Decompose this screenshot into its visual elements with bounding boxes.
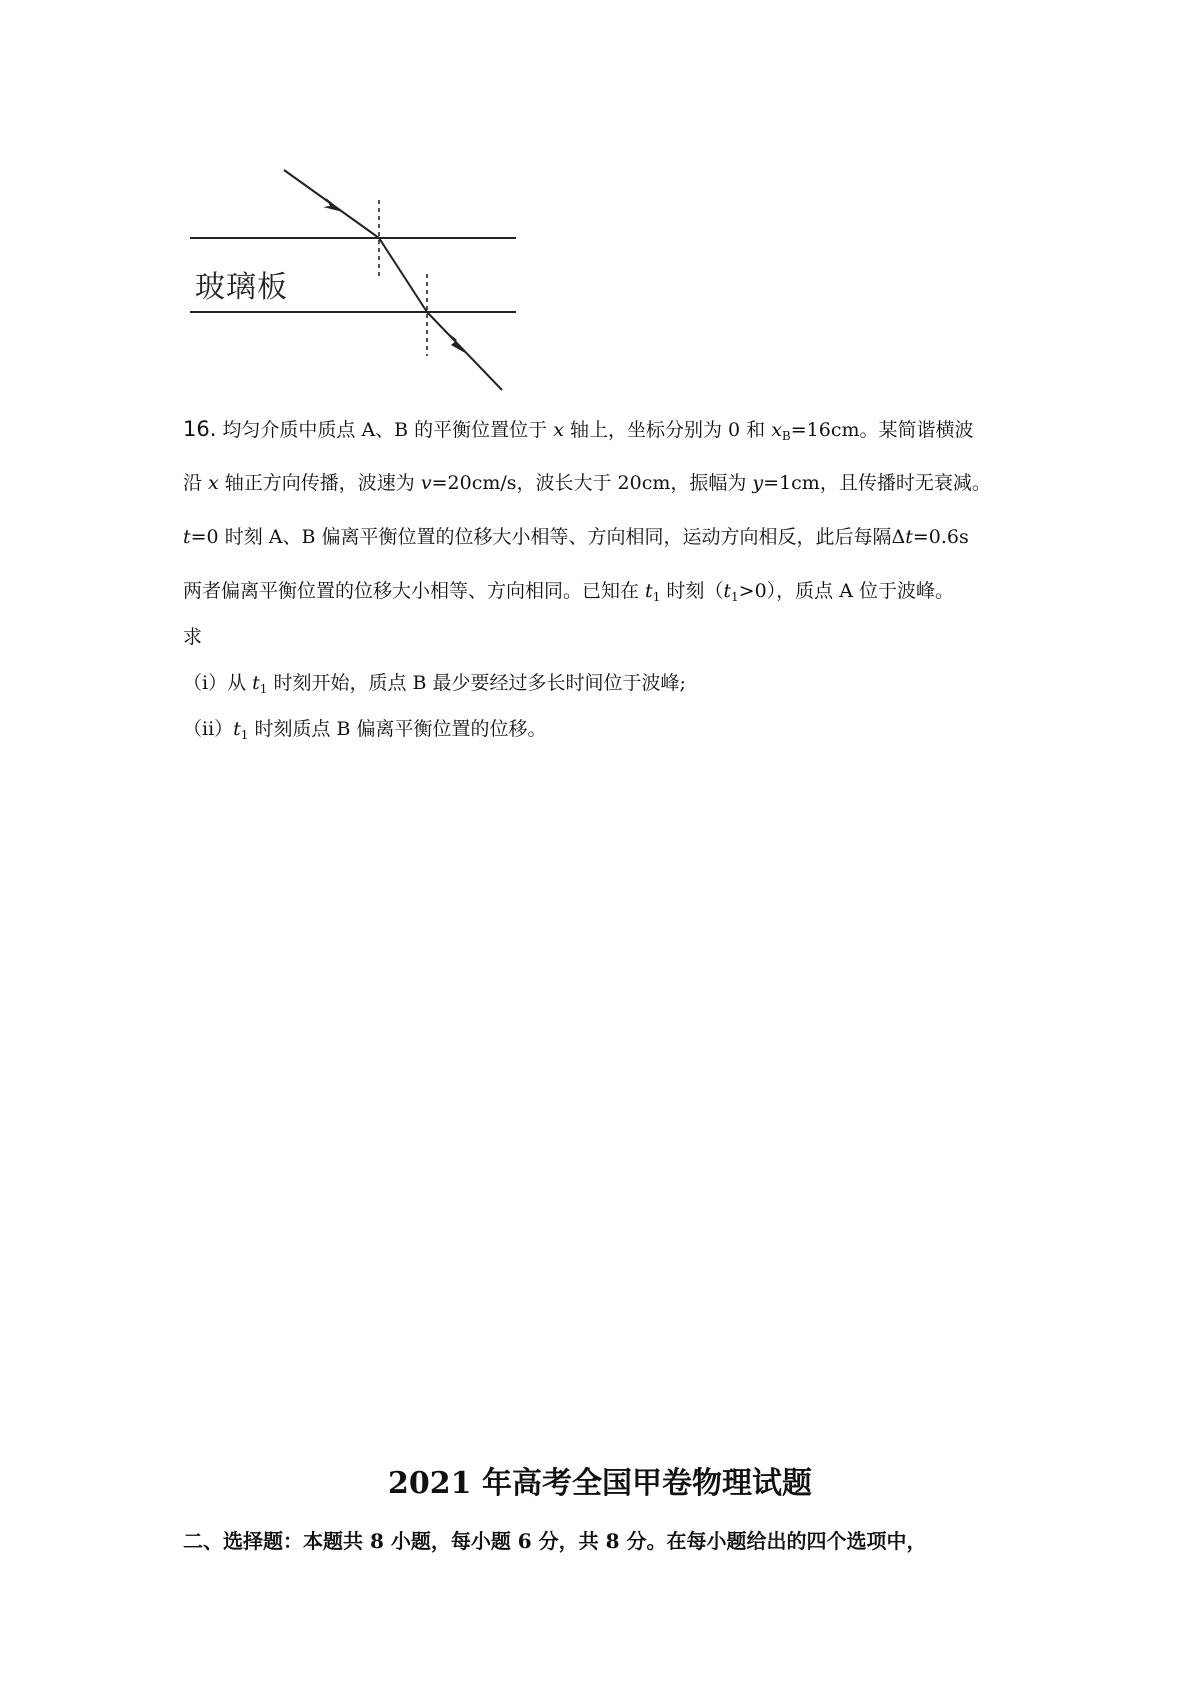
emergent-ray bbox=[427, 312, 502, 390]
exam-title: 2021 年高考全国甲卷物理试题 bbox=[388, 1466, 812, 1501]
section-heading: 二、选择题：本题共 8 小题，每小题 6 分，共 8 分。在每小题给出的四个选项中， bbox=[183, 1529, 927, 1553]
question-16-part-ii: $(ii)t_1$ 时刻质点 B 偏离平衡位置的位移。 bbox=[183, 718, 547, 742]
question-16-line-4: 两者偏离平衡位置的位移大小相等、方向相同。已知在 $t_1$ 时刻$(t_1>0)$，质点 A 位于波峰。 bbox=[183, 580, 954, 604]
question-16-line-2: 沿 x 轴正方向传播，波速为 v=20cm/s，波长大于 20cm，振幅为 y=1cm，且传播时无衰减。 bbox=[183, 472, 991, 494]
question-16-line-5: 求 bbox=[183, 626, 203, 648]
question-16-line-1: 16. 均匀介质中质点 A、B 的平衡位置位于 x 轴上，坐标分别为 0 和 $x_B=16cm$。某简谐横波 bbox=[183, 417, 974, 443]
question-16-part-i: （i）从 $t_1$ 时刻开始，质点 B 最少要经过多长时间位于波峰; bbox=[183, 672, 686, 696]
refracted-ray bbox=[379, 238, 427, 312]
glass-plate-label: 玻璃板 bbox=[195, 270, 288, 305]
question-16-line-3: t=0 时刻 A、B 偏离平衡位置的位移大小相等、方向相同，运动方向相反，此后每隔Δt=0.6s bbox=[183, 526, 969, 548]
question-number: 16. bbox=[183, 417, 217, 441]
